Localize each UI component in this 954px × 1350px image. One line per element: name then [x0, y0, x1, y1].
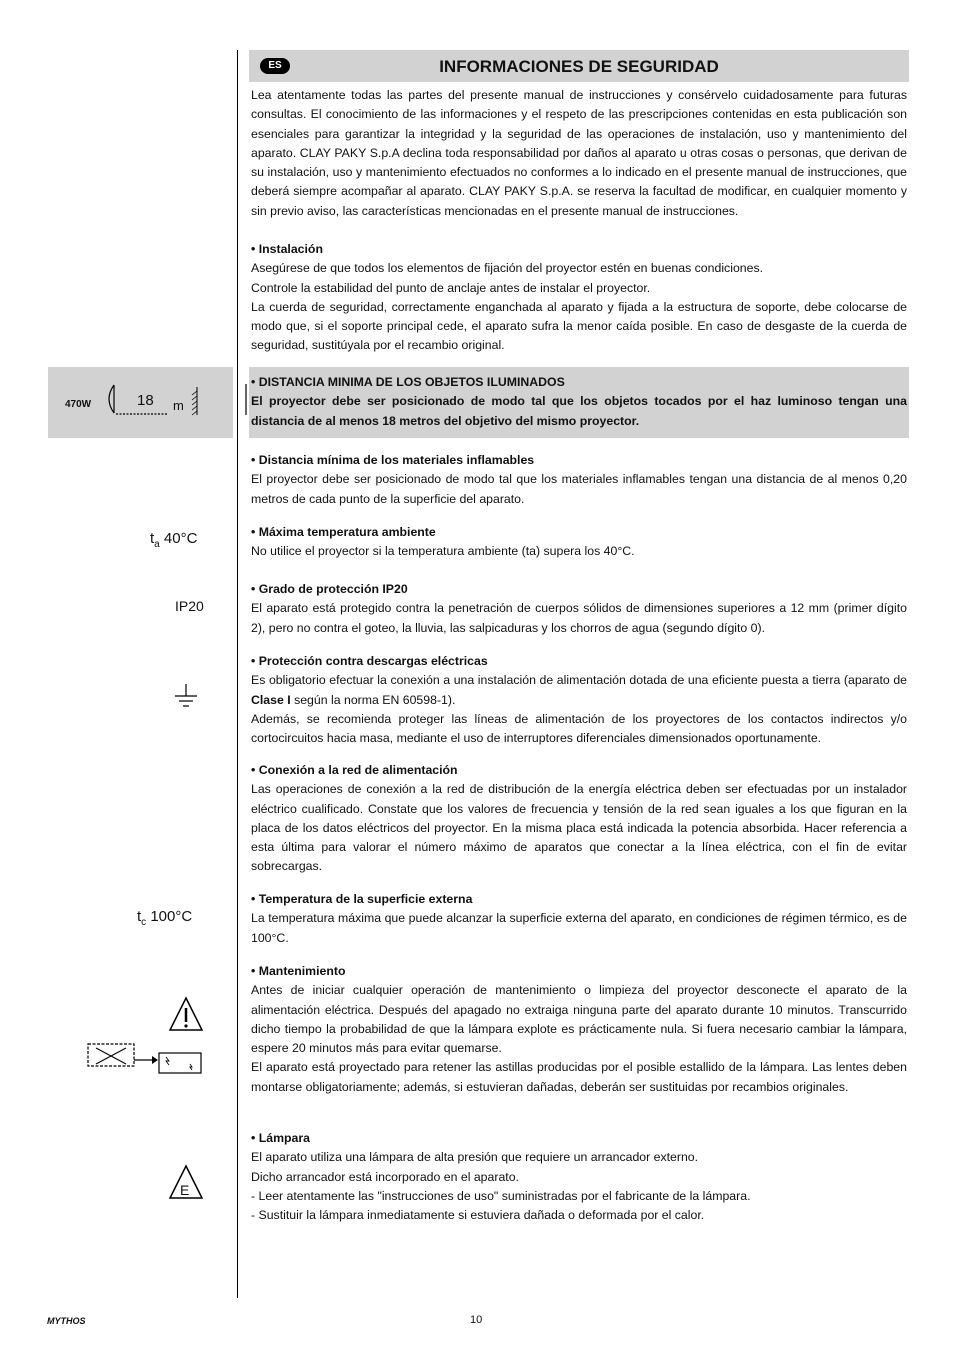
- section-title: • Distancia mínima de los materiales inflamables: [251, 453, 535, 467]
- language-badge: ES: [260, 58, 290, 74]
- section-mantenimiento: [251, 962, 907, 1097]
- section-text: Antes de iniciar cualquier operación de mantenimiento o limpieza del proyector desconecte el aparato de la alimentación eléctrica. Después del apagado no extraiga ninguna parte del aparato durante 10 minutos. Transcurrido dicho tiempo la probabilidad de que la lámpara explote es prácticamente nula. Si fuera necesario cambiar la lámpara, espere 20 minutos más para evitar quemarse.: [251, 983, 907, 1056]
- section-text: La temperatura máxima que puede alcanzar la superficie externa del aparato, en condiciones de régimen térmico, es de 100°C.: [251, 911, 907, 945]
- section-text: Es obligatorio efectuar la conexión a una instalación de alimentación dotada de una eficiente puesta a tierra (aparato de Clase I según la norma EN 60598-1).: [251, 673, 907, 707]
- section-superficie: [251, 890, 907, 948]
- section-text: El proyector debe ser posicionado de modo tal que los materiales inflamables tengan una distancia de al menos 0,20 metros de cada punto de la superficie del aparato.: [251, 472, 907, 506]
- section-ip20: [251, 580, 907, 638]
- section-title: • Mantenimiento: [251, 964, 346, 978]
- lens-replace-icon: [86, 1040, 206, 1076]
- ip-label: IP20: [175, 598, 204, 614]
- lamp-symbol-letter: E: [180, 1182, 190, 1198]
- ground-icon: [172, 682, 202, 712]
- section-temperatura-ambiente: [251, 523, 907, 562]
- distance-unit: m: [173, 398, 184, 413]
- text-line: El aparato utiliza una lámpara de alta presión que requiere un arrancador externo.: [251, 1150, 699, 1165]
- distance-icon: [96, 379, 216, 439]
- section-text: El aparato está protegido contra la penetración de cuerpos sólidos de dimensiones superiores a 12 mm (primer dígito 2), pero no contra el goteo, la lluvia, las salpicaduras y los chorros de agua (segundo dígito 0).: [251, 601, 907, 635]
- section-distancia-objetos: [251, 373, 907, 431]
- text-line: - Leer atentamente las "instrucciones de uso" suministradas por el fabricante de la lámpara.: [251, 1188, 751, 1203]
- section-text: No utilice el proyector si la temperatura ambiente (ta) supera los 40°C.: [251, 544, 635, 559]
- section-title: • Máxima temperatura ambiente: [251, 525, 436, 539]
- footer-brand: MYTHOS: [47, 1316, 86, 1326]
- warning-icon: [168, 996, 204, 1032]
- ta-label: $t_a$ 40°C: [150, 530, 198, 550]
- section-text: Además, se recomienda proteger las líneas de alimentación de los proyectores de los contactos indirectos y/o cortocircuitos hacia masa, mediante el uso de interruptores diferenciales dimensionados oportunamente.: [251, 711, 907, 746]
- page-title: INFORMACIONES DE SEGURIDAD: [439, 57, 719, 76]
- distance-value: 18: [137, 392, 154, 409]
- section-header: [249, 50, 909, 82]
- text-line: La cuerda de seguridad, correctamente enganchada al aparato y fijada a la estructura de soporte, debe colocarse de modo que, si el soporte principal cede, el aparato sufra la menor caída posible. En caso de desgaste de la cuerda de seguridad, sustitúyala por el recambio original.: [251, 299, 907, 353]
- text-line: Dicho arrancador está incorporado en el aparato.: [251, 1169, 519, 1184]
- section-instalacion: [251, 240, 907, 356]
- section-title: • Protección contra descargas eléctricas: [251, 654, 488, 668]
- page-number: 10: [470, 1314, 483, 1326]
- tc-label: $t_c$ 100°C: [137, 908, 193, 928]
- section-title: • Temperatura de la superficie externa: [251, 892, 473, 906]
- section-title: • Grado de protección IP20: [251, 582, 408, 596]
- text-line: Asegúrese de que todos los elementos de fijación del proyector estén en buenas condiciones.: [251, 261, 764, 276]
- text-line: - Sustituir la lámpara inmediatamente si estuviera dañada o deformada por el calor.: [251, 1208, 705, 1223]
- text-line: Controle la estabilidad del punto de anclaje antes de instalar el proyector.: [251, 280, 651, 295]
- section-title: • Conexión a la red de alimentación: [251, 763, 458, 777]
- power-label: 470W: [65, 399, 92, 410]
- highlight-box: [249, 367, 909, 438]
- intro-paragraph: Lea atentamente todas las partes del presente manual de instrucciones y consérvelo cuidadosamente para futuras consultas. El conocimiento de las informaciones y el respeto de las prescripciones contenidas en esta publicación son esenciales para garantizar la integridad y la seguridad de las operaciones de instalación, uso y mantenimiento del aparato. CLAY PAKY S.p.A declina toda responsabilidad por daños al aparato u otras cosas o personas, que derivan de su instalación, uso y mantenimiento efectuados no conformes a lo indicado en el presente manual de instrucciones, que deberá siempre acompañar al aparato. CLAY PAKY S.p.A. se reserva la facultad de modificar, en cualquier momento y sin previo aviso, las características mencionadas en el presente manual de instrucciones.: [251, 88, 907, 218]
- section-text: El proyector debe ser posicionado de modo tal que los objetos tocados por el haz luminoso tengan una distancia de al menos 18 metros del objetivo del mismo proyector.: [251, 394, 907, 428]
- distance-symbol-box: [48, 367, 233, 438]
- section-lampara: [251, 1129, 907, 1225]
- section-descargas: [251, 652, 907, 748]
- section-distancia-inflamables: [251, 451, 907, 509]
- section-title: • DISTANCIA MINIMA DE LOS OBJETOS ILUMINADOS: [251, 375, 565, 389]
- section-title: • Instalación: [251, 242, 323, 256]
- column-divider: [237, 50, 238, 1298]
- section-text: El aparato está proyectado para retener las astillas producidas por el posible estallido de la lámpara. Las lentes deben montarse obligatoriamente; además, si estuvieran dañadas, deberán ser sustituidas por recambios originales.: [251, 1060, 907, 1094]
- section-conexion: [251, 761, 907, 877]
- section-text: Las operaciones de conexión a la red de distribución de la energía eléctrica deben ser efectuadas por un instalador eléctrico cualificado. Constate que los valores de frecuencia y tensión de la red sean iguales a los que figuran en la placa de los datos eléctricos del proyector. En la misma placa está indicada la potencia absorbida. Hacer referencia a esta última para valorar el número máximo de aparatos que conectar a la línea eléctrica, con el fin de evitar sobrecargas.: [251, 782, 907, 874]
- section-title: • Lámpara: [251, 1131, 310, 1145]
